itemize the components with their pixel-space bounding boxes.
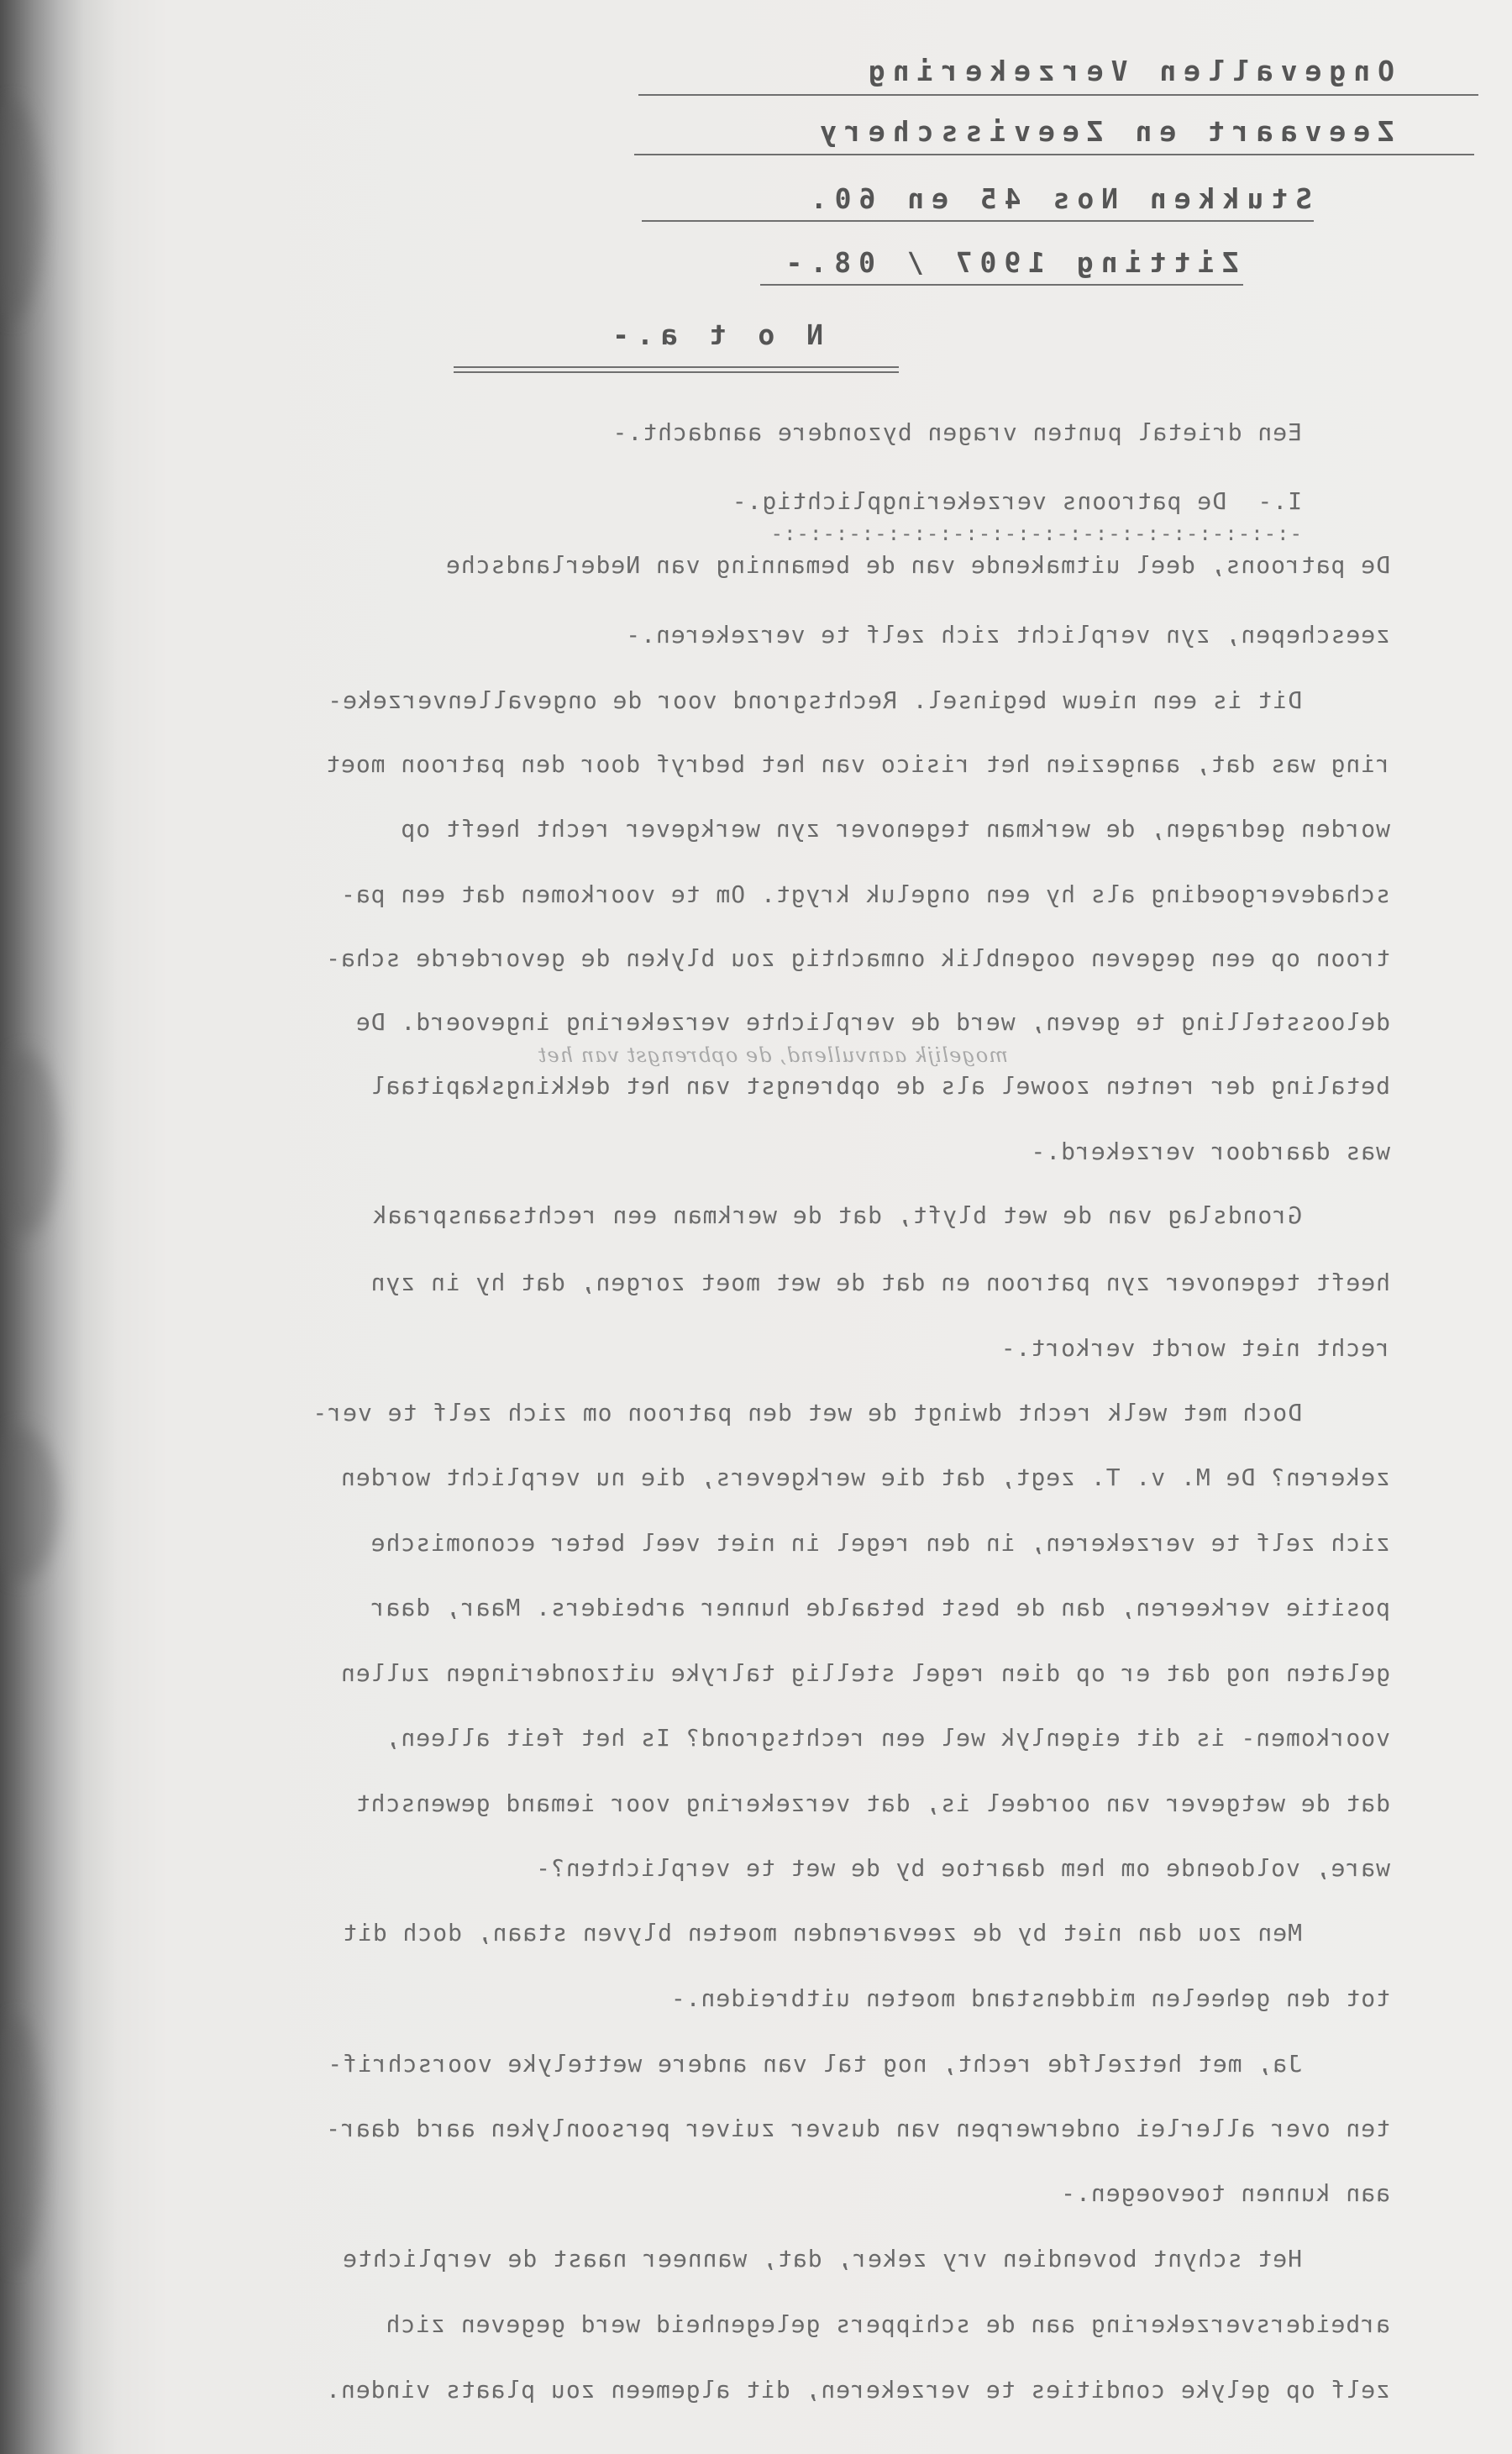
text-line: schadevergoeding als hy een ongeluk krygt. Om te voorkomen dat een pa- [339,880,1390,908]
text-line: ten over allerlei onderwerpen van dusver zuiver persoonlyken aard daar- [325,2115,1390,2142]
text-line: zekeren? De M. v. T. zegt, dat die werkgevers, die nu verplicht worden [339,1463,1390,1491]
text-line: dat de wetgever van oordeel is, dat verzekering voor iemand gewenscht [354,1789,1390,1817]
text-line: De patroons, deel uitmakende van de bemanning van Nederlandsche [444,551,1390,579]
title-nota: N o t a.- [605,318,823,351]
title-stukken: Stukken Nos 45 en 60. [802,182,1312,215]
text-line: heeft tegenover zyn patroon en dat de wet moet zorgen, dat hy in zyn [370,1269,1390,1296]
section-dash-rule: -:-:-:-:-:-:-:-:-:-:-:-:-:-:-:-:-:-:-:-:- [769,522,1302,545]
text-line: tot den geheelen middenstand moeten uitbreiden.- [669,1984,1390,2012]
title-rule [454,371,899,373]
text-line: arbeidersverzekering aan de schippers gelegenheid werd gegeven zich [385,2310,1390,2338]
text-line: recht niet wordt verkort.- [1000,1334,1390,1362]
text-line: gelaten nog dat er op dien regel stellig talryke uitzonderingen zullen [339,1659,1390,1687]
text-line: Grondslag van de wet blyft, dat de werkman een rechtsaanspraak [371,1201,1302,1229]
title-rule [638,94,1478,96]
intro-line: Een drietal punten vragen byzondere aandacht.- [612,418,1302,446]
text-line: Doch met welk recht dwingt de wet den patroon om zich zelf te ver- [312,1399,1302,1427]
text-line: betaling der renten zoowel als de opbrengst van het dekkingskapitaal [370,1072,1390,1100]
title-rule [760,284,1243,286]
text-line: zeeschepen, zyn verplicht zich zelf te verzekeren.- [625,621,1390,649]
text-line: Ja, met hetzelfde recht, nog tal van andere wettelyke voorschrif- [327,2050,1302,2078]
text-line: Het schynt bovendien vry zeker, dat, wanneer naast de verplichte [342,2245,1302,2273]
title-rule [642,220,1314,222]
text-line: worden gedragen, de werkman tegenover zyn werkgever recht heeft op [400,815,1390,843]
text-line: troon op een gegeven oogenblik onmachtig zou blyken de gevorderde scha- [325,944,1390,972]
text-line: Dit is een nieuw beginsel. Rechtsgrond voor de ongevallenverzeke- [327,686,1302,714]
text-line: Men zou dan niet by de zeevarenden moeten blyven staan, doch dit [342,1919,1302,1947]
title-zitting: Zitting 1907 / 08.- [778,246,1239,279]
text-line: zelf op gelyke condities te verzekeren, dit algemeen zou plaats vinden. [325,2376,1390,2404]
title-zeevaart: Zeevaart en Zeevisschery [812,115,1394,148]
text-line: ring was dat, aangezien het risico van het bedryf door den patroon moet [325,750,1390,778]
text-line: positie verkeeren, dan de best betaalde hunner arbeiders. Maar, daar [370,1594,1390,1621]
text-line: was daardoor verzekerd.- [1030,1138,1390,1165]
text-line: voorkomen- is dit eigenlyk wel een rechtsgrond? Is het feit alleen, [385,1724,1390,1752]
text-line: deloosstelling te geven, werd de verplichte verzekering ingevoerd. De [354,1008,1390,1036]
title-rule [454,366,899,368]
title-ongevallen-verzekering: Ongevallen Verzekering [860,55,1394,87]
title-rule [634,154,1474,155]
section-number: I.- [1257,487,1302,515]
text-line: zich zelf te verzekeren, in den regel in niet veel beter economische [370,1529,1390,1557]
pencil-annotation: mogelijk aanvullend, de opbrengst van het [537,1043,1008,1067]
text-line: aan kunnen toevoegen.- [1060,2179,1390,2207]
text-line: ware, voldoende om hem daartoe by de wet te verplichten?- [535,1854,1390,1882]
section-title: De patroons verzekeringplichtig.- [731,487,1226,515]
